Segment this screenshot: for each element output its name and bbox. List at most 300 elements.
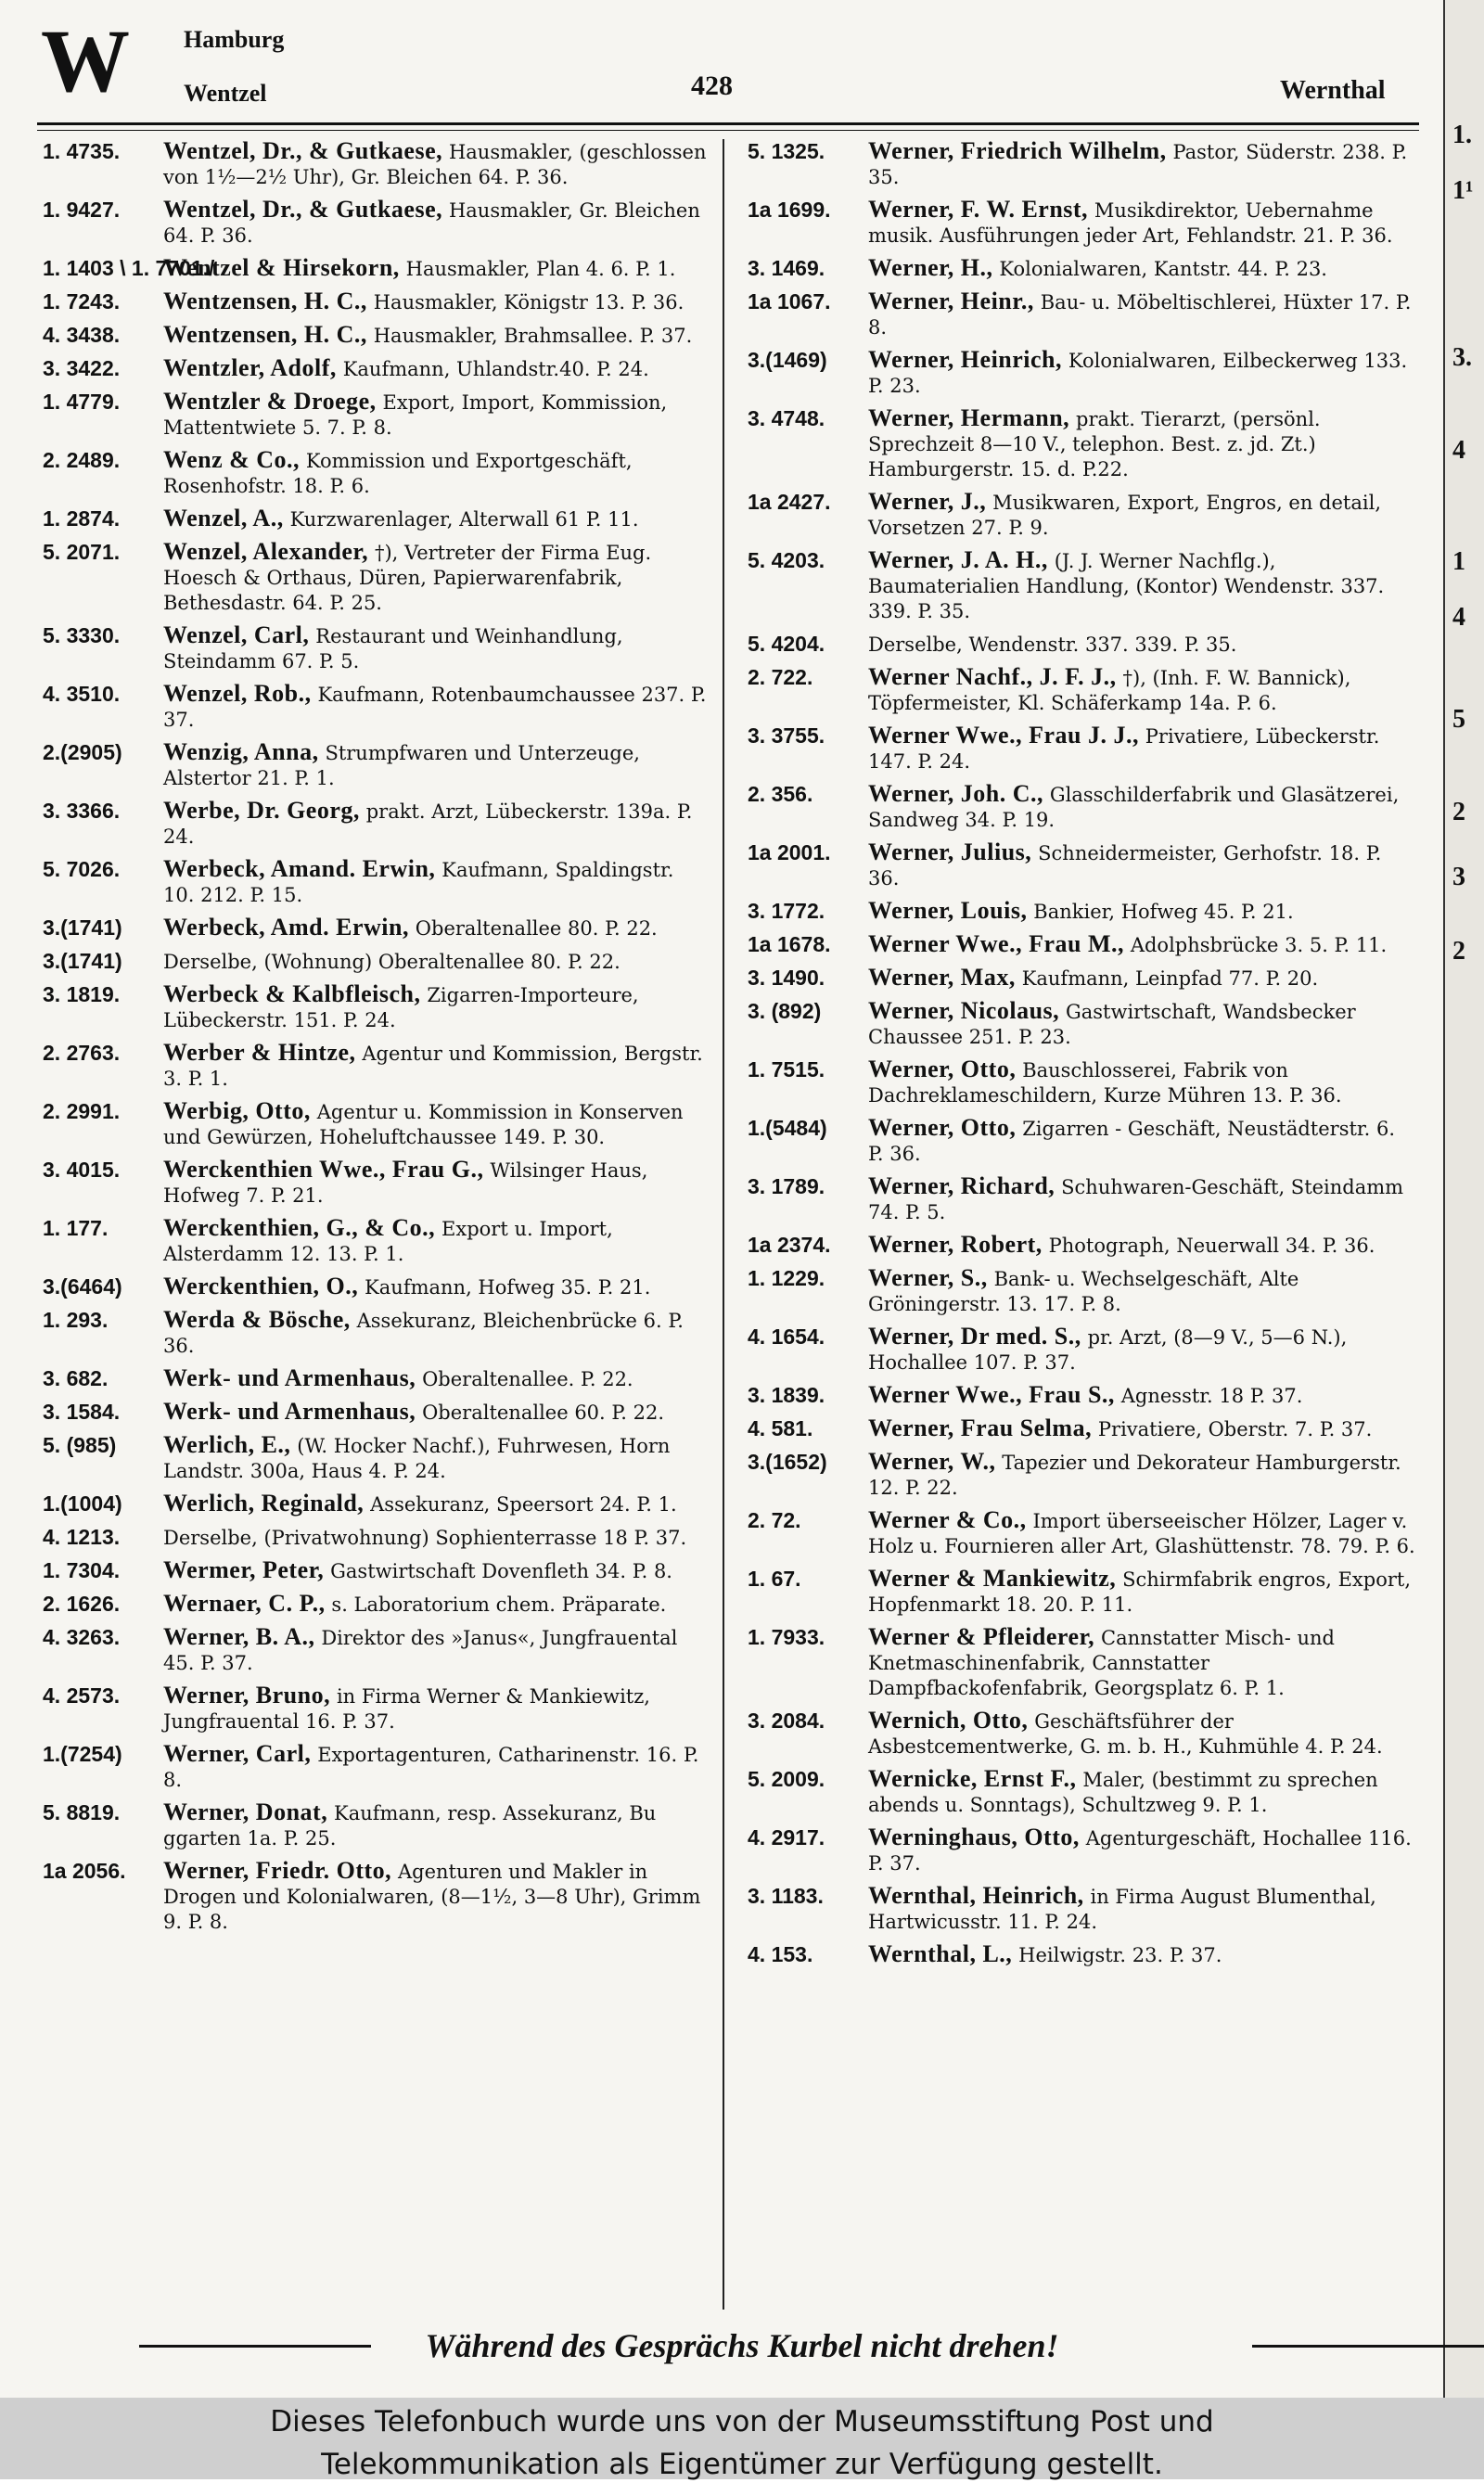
phone-number: 1. 177. (43, 1216, 109, 1240)
subscriber-details: Adolphsbrücke 3. 5. P. 11. (1130, 934, 1388, 956)
caption-line-1: Dieses Telefonbuch wurde uns von der Museumsstiftung Post und (270, 2405, 1214, 2438)
subscriber-name: Wentzensen, H. C., (163, 288, 367, 314)
directory-entry (748, 1567, 1415, 1618)
phone-number: 1. 1403 \ 1. 7701./ (43, 256, 215, 280)
subscriber-name: Werner, Carl, (163, 1740, 312, 1767)
edge-fragment: 1. (1452, 121, 1472, 149)
phone-number: 1.(5484) (748, 1116, 827, 1140)
phone-number: 5. 4204. (748, 632, 825, 656)
subscriber-name: Werbeck, Amd. Erwin, (163, 914, 409, 941)
phone-number: 1. 293. (43, 1308, 109, 1332)
subscriber-name: Wentzel, Dr., & Gutkaese, (163, 196, 443, 223)
directory-entry (43, 1625, 710, 1676)
directory-entry (748, 256, 1415, 282)
directory-entry (748, 723, 1415, 774)
directory-entry (43, 1525, 710, 1551)
phone-number: 4. 3263. (43, 1625, 121, 1649)
subscriber-details: Kaufmann, Uhlandstr.40. P. 24. (342, 358, 649, 380)
phone-number: 1a 1699. (748, 198, 831, 222)
subscriber-details: Derselbe, Wendenstr. 337. 339. P. 35. (868, 634, 1237, 656)
phone-number: 3. 3755. (748, 723, 825, 748)
subscriber-details: Agenturgeschäft, Hochallee 116. P. 37. (868, 1827, 1412, 1875)
directory-entry (43, 623, 710, 674)
left-column (43, 139, 710, 1942)
phone-number: 1. 9427. (43, 198, 121, 222)
phone-number: 3.(1741) (43, 949, 122, 973)
phone-number: 1. 7515. (748, 1057, 825, 1082)
subscriber-name: Werner Wwe., Frau S., (868, 1381, 1115, 1408)
directory-entry (43, 448, 710, 499)
phone-number: 4. 3510. (43, 682, 121, 706)
phone-number: 3. 1469. (748, 256, 825, 280)
subscriber-name: Werner Nachf., J. F. J., (868, 663, 1117, 690)
subscriber-details: †), Vertreter der Firma Eug. Hoesch & Orthaus, Düren, Papierwarenfabrik, Bethesdastr. 64. P. 25. (163, 542, 652, 614)
phone-number: 3. 1819. (43, 982, 121, 1006)
phone-number: 4. 2917. (748, 1825, 825, 1849)
subscriber-details: in Firma Werner & Mankiewitz, Jungfrauental 16. P. 37. (163, 1685, 650, 1733)
subscriber-details: Kaufmann, Hofweg 35. P. 21. (365, 1276, 651, 1299)
footer-rule-right (1252, 2345, 1484, 2348)
directory-entry (748, 1450, 1415, 1501)
subscriber-details: Gastwirtschaft, Wandsbecker Chaussee 251. P. 23. (868, 1001, 1356, 1048)
subscriber-name: Wermer, Peter, (163, 1556, 325, 1583)
subscriber-name: Werner, H., (868, 254, 993, 281)
phone-number: 2. 722. (748, 665, 813, 689)
subscriber-name: Werner, Friedrich Wilhelm, (868, 137, 1167, 164)
subscriber-name: Werbe, Dr. Georg, (163, 797, 360, 824)
header-last-name: Wernthal (1280, 76, 1386, 105)
directory-entry (43, 949, 710, 975)
directory-entry (748, 1383, 1415, 1409)
subscriber-name: Wentzler & Droege, (163, 388, 377, 415)
subscriber-details: Musikwaren, Export, Engros, en detail, Vorsetzen 27. P. 9. (868, 492, 1381, 539)
subscriber-details: in Firma August Blumenthal, Hartwicusstr. 11. P. 24. (868, 1886, 1376, 1933)
subscriber-details: prakt. Arzt, Lübeckerstr. 139a. P. 24. (163, 800, 693, 848)
subscriber-name: Werckenthien Wwe., Frau G., (163, 1156, 484, 1183)
directory-entry (43, 1041, 710, 1092)
phone-number: 1a 2056. (43, 1859, 126, 1883)
directory-entry (43, 289, 710, 315)
directory-entry (748, 406, 1415, 482)
subscriber-details: Hausmakler, Plan 4. 6. P. 1. (405, 258, 676, 280)
phone-number: 2. 1626. (43, 1592, 121, 1616)
phone-number: 1. 7933. (748, 1625, 825, 1649)
phone-number: 3. 1183. (748, 1884, 824, 1908)
subscriber-name: Wernaer, C. P., (163, 1590, 326, 1617)
directory-entry (43, 1859, 710, 1935)
subscriber-details: Kaufmann, resp. Assekuranz, Bu ggarten 1a. P. 25. (163, 1802, 657, 1849)
directory-entry (748, 198, 1415, 249)
edge-fragment: 3 (1452, 863, 1465, 891)
subscriber-details: pr. Arzt, (8—9 V., 5—6 N.), Hochallee 107. P. 37. (868, 1326, 1348, 1374)
directory-entry (43, 356, 710, 382)
directory-entry (748, 999, 1415, 1050)
subscriber-details: Schneidermeister, Gerhofstr. 18. P. 36. (868, 842, 1382, 890)
subscriber-details: Assekuranz, Speersort 24. P. 1. (370, 1493, 677, 1516)
directory-entry (43, 198, 710, 249)
subscriber-name: Werner, Friedr. Otto, (163, 1857, 392, 1884)
subscriber-name: Werner & Pfleiderer, (868, 1623, 1095, 1650)
directory-entry (43, 1491, 710, 1517)
subscriber-name: Werner, Joh. C., (868, 780, 1044, 807)
directory-entry (43, 1366, 710, 1392)
phone-number: 1. 1229. (748, 1266, 825, 1290)
subscriber-details: Pastor, Süderstr. 238. P. 35. (868, 141, 1408, 188)
subscriber-name: Wentzel, Dr., & Gutkaese, (163, 137, 443, 164)
phone-number: 1. 4735. (43, 139, 121, 163)
directory-entry (43, 1099, 710, 1150)
subscriber-name: Wentzensen, H. C., (163, 321, 367, 348)
phone-number: 4. 2573. (43, 1683, 121, 1708)
subscriber-details: Bankier, Hofweg 45. P. 21. (1033, 901, 1294, 923)
subscriber-name: Werner, Louis, (868, 897, 1028, 924)
subscriber-details: Photograph, Neuerwall 34. P. 36. (1048, 1235, 1375, 1257)
phone-number: 5. 4203. (748, 548, 825, 572)
subscriber-details: Kommission und Exportgeschäft, Rosenhofstr. 18. P. 6. (163, 450, 633, 497)
subscriber-details: (J. J. Werner Nachflg.), Baumaterialien Handlung, (Kontor) Wendenstr. 337. 339. P. 35. (868, 550, 1385, 622)
directory-entry (43, 256, 710, 282)
phone-number: 3. 1772. (748, 899, 825, 923)
subscriber-name: Wernich, Otto, (868, 1707, 1029, 1734)
subscriber-details: Oberaltenallee. P. 22. (422, 1368, 633, 1390)
phone-number: 2. 2763. (43, 1041, 121, 1065)
phone-number: 3. 2084. (748, 1709, 825, 1733)
directory-entry (748, 1709, 1415, 1760)
phone-number: 3. 4748. (748, 406, 825, 430)
directory-entry (748, 1884, 1415, 1935)
phone-number: 1. 67. (748, 1567, 801, 1591)
phone-number: 1.(1004) (43, 1491, 122, 1516)
subscriber-name: Werner, Bruno, (163, 1682, 331, 1709)
phone-number: 3. (892) (748, 999, 822, 1023)
phone-number: 2. 2489. (43, 448, 121, 472)
directory-entry (748, 899, 1415, 925)
subscriber-details: Derselbe, (Wohnung) Oberaltenallee 80. P. 22. (163, 951, 620, 973)
subscriber-name: Werner & Co., (868, 1506, 1027, 1533)
subscriber-name: Werner, Hermann, (868, 404, 1070, 431)
subscriber-name: Wernthal, L., (868, 1940, 1013, 1967)
phone-number: 3. 1490. (748, 966, 825, 990)
phone-number: 3. 3366. (43, 799, 121, 823)
subscriber-details: prakt. Tierarzt, (persönl. Sprechzeit 8—10 V., telephon. Best. z. jd. Zt.) Hamburgerstr. 15. d. P.22. (868, 408, 1321, 480)
subscriber-name: Werlich, E., (163, 1431, 291, 1458)
directory-entry (43, 1558, 710, 1584)
subscriber-name: Wernthal, Heinrich, (868, 1882, 1084, 1909)
subscriber-details: Export, Import, Kommission, Mattentwiete 5. 7. P. 8. (163, 391, 668, 439)
directory-entry (43, 540, 710, 616)
subscriber-details: Oberaltenallee 80. P. 22. (415, 917, 658, 940)
subscriber-name: Werner, Donat, (163, 1798, 328, 1825)
directory-entry (748, 348, 1415, 399)
phone-number: 1.(7254) (43, 1742, 122, 1766)
phone-number: 1a 2427. (748, 490, 831, 514)
subscriber-details: Kurzwarenlager, Alterwall 61 P. 11. (289, 508, 639, 531)
phone-number: 1a 1678. (748, 932, 831, 956)
phone-number: 5. 3330. (43, 623, 121, 647)
directory-entry (748, 632, 1415, 658)
directory-entry (43, 857, 710, 908)
directory-entry (43, 1158, 710, 1209)
subscriber-details: Cannstatter Misch- und Knetmaschinenfabrik, Cannstatter Dampfbackofenfabrik, Georgsplatz 6. P. 1. (868, 1627, 1335, 1699)
subscriber-details: Zigarren-Importeure, Lübeckerstr. 151. P. 24. (163, 984, 639, 1031)
subscriber-details: Heilwigstr. 23. P. 37. (1018, 1944, 1222, 1966)
subscriber-details: Hausmakler, Brahmsallee. P. 37. (373, 325, 693, 347)
subscriber-details: Exportagenturen, Catharinenstr. 16. P. 8. (163, 1744, 699, 1791)
phone-number: 3. 1584. (43, 1400, 121, 1424)
phone-number: 3. 4015. (43, 1158, 121, 1182)
edge-fragment: 5 (1452, 705, 1465, 734)
phone-number: 4. 3438. (43, 323, 121, 347)
directory-entry (43, 982, 710, 1033)
subscriber-details: Gastwirtschaft Dovenfleth 34. P. 8. (330, 1560, 672, 1582)
edge-fragment: 4 (1452, 603, 1465, 632)
subscriber-name: Werner, J. A. H., (868, 546, 1048, 573)
subscriber-details: Privatiere, Lübeckerstr. 147. P. 24. (868, 725, 1380, 773)
phone-number: 5. 1325. (748, 139, 825, 163)
subscriber-details: Schirmfabrik engros, Export, Hopfenmarkt 18. 20. P. 11. (868, 1568, 1411, 1616)
subscriber-details: Oberaltenallee 60. P. 22. (422, 1401, 665, 1424)
subscriber-details: Agnesstr. 18 P. 37. (1120, 1385, 1303, 1407)
directory-entry (748, 1508, 1415, 1559)
phone-number: 4. 153. (748, 1942, 813, 1966)
section-letter: W (41, 11, 130, 110)
directory-entry (748, 966, 1415, 992)
subscriber-details: †), (Inh. F. W. Bannick), Töpfermeister, Kl. Schäferkamp 14a. P. 6. (868, 667, 1351, 714)
directory-entry (43, 799, 710, 850)
directory-entry (748, 548, 1415, 624)
phone-number: 1a 2001. (748, 840, 831, 864)
subscriber-name: Werninghaus, Otto, (868, 1824, 1080, 1850)
column-divider (723, 139, 724, 2310)
subscriber-name: Werbig, Otto, (163, 1097, 311, 1124)
directory-entry (748, 1266, 1415, 1317)
subscriber-name: Werner, Robert, (868, 1231, 1043, 1258)
subscriber-details: Wilsinger Haus, Hofweg 7. P. 21. (163, 1159, 648, 1207)
directory-entry (748, 1767, 1415, 1818)
directory-entry (43, 1433, 710, 1484)
phone-number: 1a 2374. (748, 1233, 831, 1257)
page-number: 428 (691, 70, 733, 101)
subscriber-details: Restaurant und Weinhandlung, Steindamm 67. P. 5. (163, 625, 623, 672)
subscriber-name: Werbeck & Kalbfleisch, (163, 980, 421, 1007)
directory-entry (748, 782, 1415, 833)
caption-bar (0, 2398, 1484, 2479)
subscriber-details: Schuhwaren-Geschäft, Steindamm 74. P. 5. (868, 1176, 1404, 1223)
directory-entry (748, 1625, 1415, 1701)
right-column (748, 139, 1415, 1976)
directory-entry (748, 840, 1415, 891)
header-rule-thin (37, 130, 1419, 131)
directory-entry (43, 1800, 710, 1851)
subscriber-name: Werner, Richard, (868, 1172, 1055, 1199)
subscriber-details: Export u. Import, Alsterdamm 12. 13. P. 1. (163, 1218, 613, 1265)
subscriber-name: Werckenthien, O., (163, 1273, 359, 1299)
subscriber-details: Bau- u. Möbeltischlerei, Hüxter 17. P. 8. (868, 291, 1412, 339)
subscriber-name: Werk- und Armenhaus, (163, 1364, 416, 1391)
subscriber-details: Direktor des »Janus«, Jungfrauental 45. P. 37. (163, 1627, 678, 1674)
subscriber-details: Agentur und Kommission, Bergstr. 3. P. 1. (163, 1043, 703, 1090)
phone-number: 4. 1654. (748, 1325, 825, 1349)
directory-entry (748, 1942, 1415, 1968)
subscriber-name: Werner, Dr med. S., (868, 1323, 1081, 1350)
subscriber-name: Werner, Nicolaus, (868, 997, 1060, 1024)
directory-entry (43, 915, 710, 941)
subscriber-name: Werner, J., (868, 488, 987, 515)
subscriber-details: s. Laboratorium chem. Präparate. (331, 1593, 667, 1616)
subscriber-name: Werner, B. A., (163, 1623, 315, 1650)
subscriber-name: Werner, Heinr., (868, 288, 1034, 314)
subscriber-name: Wernicke, Ernst F., (868, 1765, 1077, 1792)
phone-number: 5. 2071. (43, 540, 121, 564)
subscriber-name: Werner, F. W. Ernst, (868, 196, 1089, 223)
phone-number: 1. 7304. (43, 1558, 121, 1582)
edge-fragment: 2 (1452, 937, 1465, 966)
subscriber-name: Werlich, Reginald, (163, 1490, 365, 1517)
subscriber-details: Bauschlosserei, Fabrik von Dachreklameschildern, Kurze Mühren 13. P. 36. (868, 1059, 1342, 1107)
subscriber-name: Werner Wwe., Frau J. J., (868, 722, 1139, 749)
directory-entry (748, 1325, 1415, 1376)
phone-number: 3. 3422. (43, 356, 121, 380)
subscriber-details: Tapezier und Dekorateur Hamburgerstr. 12. P. 22. (868, 1452, 1401, 1499)
subscriber-name: Werner, Max, (868, 964, 1016, 991)
directory-entry (43, 1308, 710, 1359)
phone-number: 5. 2009. (748, 1767, 825, 1791)
directory-entry (43, 506, 710, 532)
phone-number: 3. 682. (43, 1366, 109, 1390)
phone-number: 1. 2874. (43, 506, 121, 531)
subscriber-name: Wenzel, Alexander, (163, 538, 369, 565)
directory-entry (43, 390, 710, 441)
directory-entry (43, 1274, 710, 1300)
subscriber-details: Privatiere, Oberstr. 7. P. 37. (1097, 1418, 1373, 1440)
phone-number: 5. 8819. (43, 1800, 121, 1824)
phone-number: 3.(6464) (43, 1274, 122, 1299)
header-first-name: Wentzel (184, 80, 267, 107)
subscriber-name: Wenzel, Rob., (163, 680, 312, 707)
phone-number: 3.(1652) (748, 1450, 827, 1474)
directory-entry (43, 1683, 710, 1734)
subscriber-details: Derselbe, (Privatwohnung) Sophienterrasse 18 P. 37. (163, 1527, 687, 1549)
subscriber-details: Kolonialwaren, Kantstr. 44. P. 23. (999, 258, 1327, 280)
subscriber-name: Werner & Mankiewitz, (868, 1565, 1117, 1592)
directory-entry (748, 1116, 1415, 1167)
subscriber-name: Wentzler, Adolf, (163, 354, 337, 381)
subscriber-details: Geschäftsführer der Asbestcementwerke, G. m. b. H., Kuhmühle 4. P. 24. (868, 1710, 1383, 1758)
phone-number: 3.(1741) (43, 915, 122, 940)
subscriber-name: Werner, Heinrich, (868, 346, 1063, 373)
directory-entry (748, 1057, 1415, 1108)
subscriber-details: Maler, (bestimmt zu sprechen abends u. Sonntags), Schultzweg 9. P. 1. (868, 1769, 1378, 1816)
caption-line-2: Telekommunikation als Eigentümer zur Verfügung gestellt. (321, 2448, 1163, 2481)
subscriber-name: Werner, Frau Selma, (868, 1414, 1093, 1441)
directory-entry (748, 490, 1415, 541)
subscriber-details: Hausmakler, (geschlossen von 1½—2½ Uhr), Gr. Bleichen 64. P. 36. (163, 141, 707, 188)
header-rule (37, 122, 1419, 125)
footer-slogan: Während des Gesprächs Kurbel nicht drehen! (425, 2327, 1059, 2364)
phone-number: 5. 7026. (43, 857, 121, 881)
subscriber-details: Zigarren - Geschäft, Neustädterstr. 6. P. 36. (868, 1118, 1396, 1165)
subscriber-details: Bank- u. Wechselgeschäft, Alte Gröningerstr. 13. 17. P. 8. (868, 1268, 1299, 1315)
directory-entry (43, 1592, 710, 1618)
subscriber-name: Wenz & Co., (163, 446, 301, 473)
subscriber-details: Glasschilderfabrik und Glasätzerei, Sandweg 34. P. 19. (868, 784, 1400, 831)
subscriber-details: Hausmakler, Gr. Bleichen 64. P. 36. (163, 199, 700, 247)
subscriber-details: Strumpfwaren und Unterzeuge, Alstertor 21. P. 1. (163, 742, 640, 789)
header-city: Hamburg (184, 26, 285, 53)
phone-number: 2.(2905) (43, 740, 122, 764)
subscriber-name: Wenzig, Anna, (163, 738, 319, 765)
directory-entry (43, 740, 710, 791)
directory-entry (748, 1825, 1415, 1876)
subscriber-details: Hausmakler, Königstr 13. P. 36. (373, 291, 684, 314)
phone-number: 1. 4779. (43, 390, 121, 414)
directory-entry (43, 1742, 710, 1793)
edge-fragment: 4 (1452, 436, 1465, 465)
subscriber-details: Kaufmann, Spaldingstr. 10. 212. P. 15. (163, 859, 674, 906)
subscriber-name: Werner, Julius, (868, 838, 1032, 865)
subscriber-details: Kaufmann, Leinpfad 77. P. 20. (1021, 967, 1319, 990)
directory-entry (748, 1416, 1415, 1442)
directory-entry (43, 682, 710, 733)
directory-entry (748, 289, 1415, 340)
phone-number: 5. (985) (43, 1433, 117, 1457)
directory-entry (748, 1174, 1415, 1225)
edge-fragment: 1¹ (1452, 176, 1474, 205)
phone-number: 2. 2991. (43, 1099, 121, 1123)
adjacent-page-edge (1443, 0, 1484, 2398)
subscriber-details: Agentur u. Kommission in Konserven und Gewürzen, Hoheluftchaussee 149. P. 30. (163, 1101, 684, 1148)
phone-number: 3. 1789. (748, 1174, 825, 1198)
directory-entry (748, 665, 1415, 716)
edge-fragment: 1 (1452, 547, 1465, 576)
subscriber-name: Werner, Otto, (868, 1114, 1017, 1141)
subscriber-name: Wentzel & Hirsekorn, (163, 254, 400, 281)
subscriber-name: Werner, W., (868, 1448, 996, 1475)
subscriber-details: Import überseeischer Hölzer, Lager v. Holz u. Fournieren aller Art, Glashüttenstr. 78. 79. P. 6. (868, 1510, 1415, 1557)
directory-entry (748, 1233, 1415, 1259)
subscriber-details: Musikdirektor, Uebernahme musik. Ausführungen jeder Art, Fehlandstr. 21. P. 36. (868, 199, 1393, 247)
subscriber-name: Werner, Otto, (868, 1056, 1017, 1082)
directory-entry (748, 139, 1415, 190)
subscriber-name: Werber & Hintze, (163, 1039, 356, 1066)
subscriber-details: (W. Hocker Nachf.), Fuhrwesen, Horn Landstr. 300a, Haus 4. P. 24. (163, 1435, 671, 1482)
directory-entry (43, 323, 710, 349)
phone-number: 3. 1839. (748, 1383, 825, 1407)
subscriber-name: Werner, S., (868, 1264, 988, 1291)
phone-number: 2. 72. (748, 1508, 801, 1532)
directory-entry (43, 1216, 710, 1267)
phone-number: 2. 356. (748, 782, 813, 806)
phone-number: 3.(1469) (748, 348, 827, 372)
subscriber-name: Werda & Bösche, (163, 1306, 351, 1333)
subscriber-name: Wenzel, A., (163, 505, 284, 531)
subscriber-name: Werckenthien, G., & Co., (163, 1214, 436, 1241)
subscriber-details: Kaufmann, Rotenbaumchaussee 237. P. 37. (163, 684, 707, 731)
phone-number: 1a 1067. (748, 289, 831, 314)
subscriber-details: Kolonialwaren, Eilbeckerweg 133. P. 23. (868, 350, 1408, 397)
directory-entry (748, 932, 1415, 958)
subscriber-name: Werbeck, Amand. Erwin, (163, 855, 436, 882)
directory-entry (43, 1400, 710, 1426)
subscriber-details: Assekuranz, Bleichenbrücke 6. P. 36. (163, 1310, 684, 1357)
edge-fragment: 2 (1452, 798, 1465, 826)
subscriber-name: Werner Wwe., Frau M., (868, 930, 1124, 957)
edge-fragment: 3. (1452, 343, 1472, 372)
subscriber-name: Wenzel, Carl, (163, 621, 310, 648)
subscriber-name: Werk- und Armenhaus, (163, 1398, 416, 1425)
subscriber-details: Agenturen und Makler in Drogen und Kolonialwaren, (8—1½, 3—8 Uhr), Grimm 9. P. 8. (163, 1861, 701, 1933)
phone-number: 4. 1213. (43, 1525, 121, 1549)
